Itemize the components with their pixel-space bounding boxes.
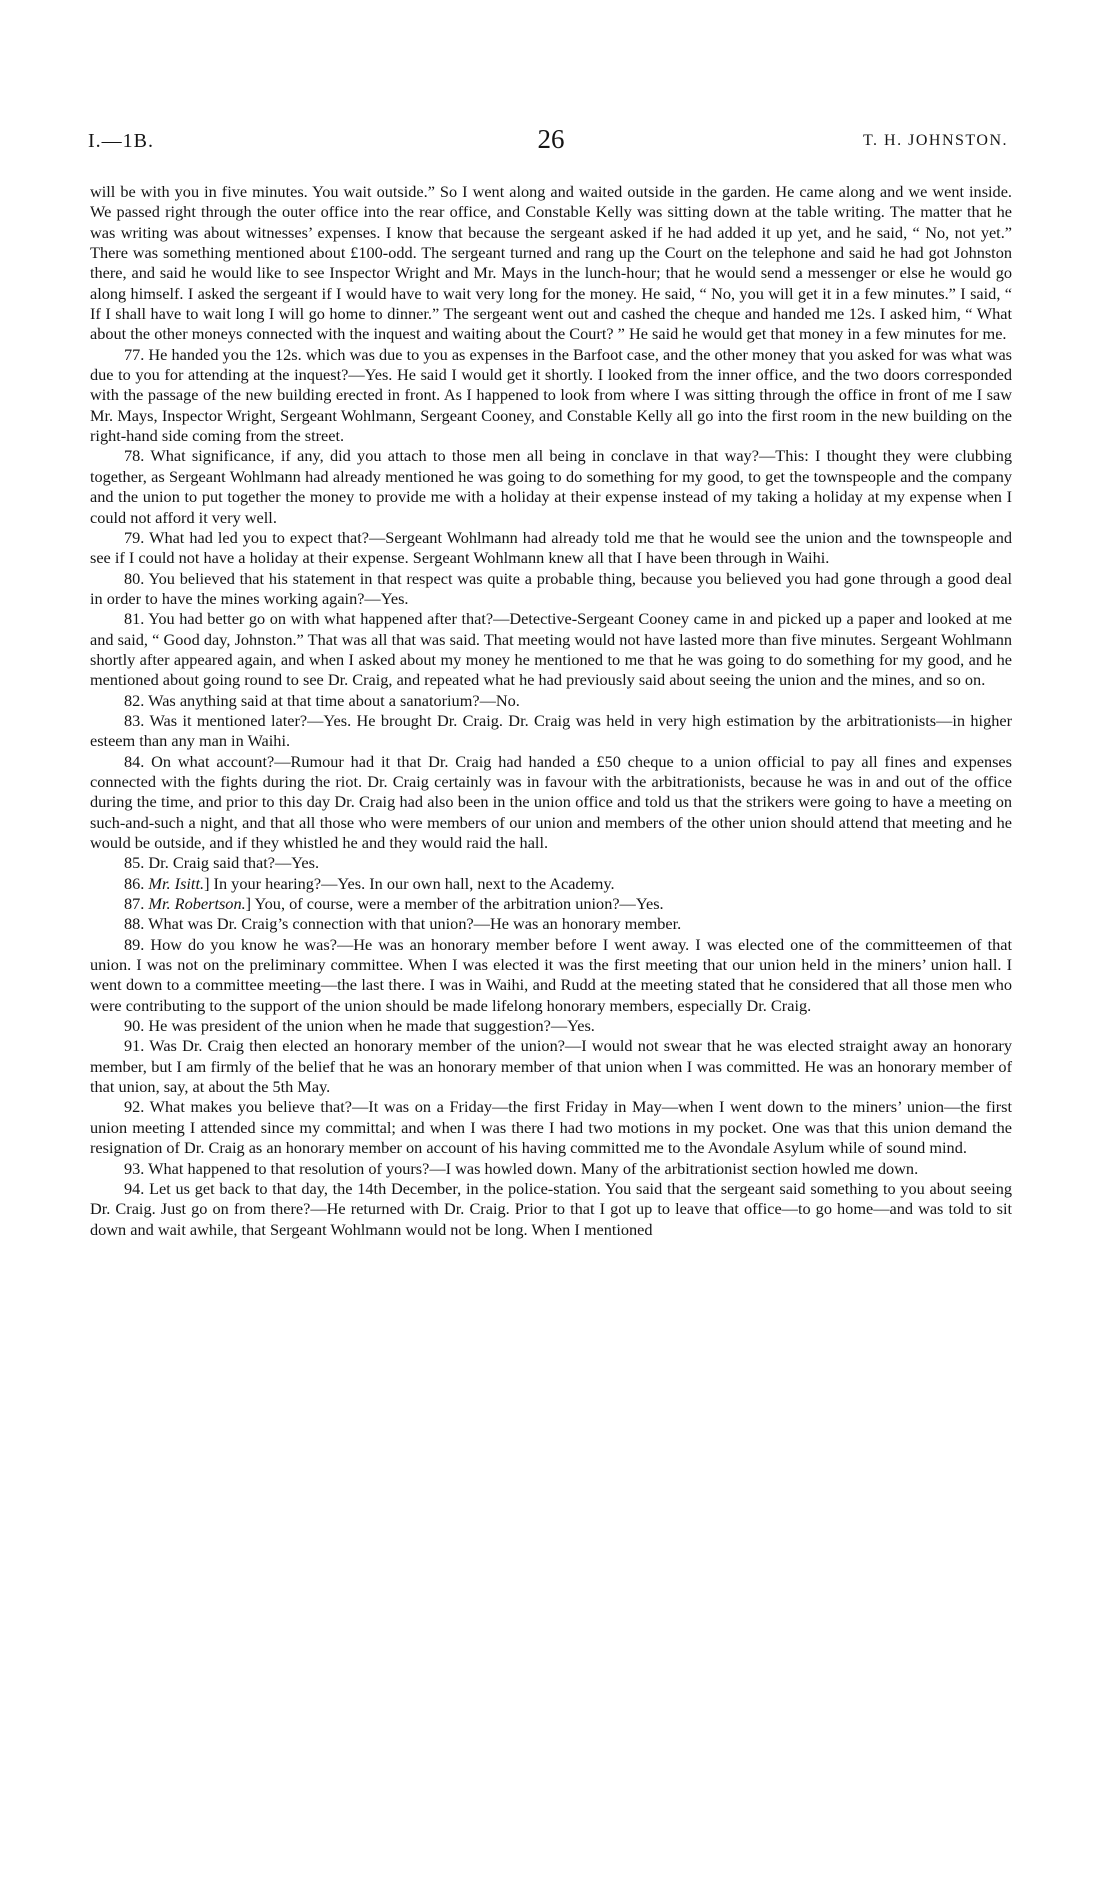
paragraph: 79. What had led you to expect that?—Sergeant Wohlmann had already told me that he would see the union and the townspeople and see if I could not have a holiday at their expense. Sergeant Wohlmann knew all that I have been through in Waihi. — [90, 527, 1012, 568]
paragraph: 91. Was Dr. Craig then elected an honorary member of the union?—I would not swear that he was elected straight away an honorary member, but I am firmly of the belief that he was an honorary member of that union when I was committed. He was an honorary member of that union, say, at about the 5th May. — [90, 1036, 1012, 1097]
paragraph: 82. Was anything said at that time about a sanatorium?—No. — [124, 690, 520, 710]
page-number: 26 — [537, 124, 565, 154]
paragraph: 84. On what account?—Rumour had it that Dr. Craig had handed a £50 cheque to a union official to pay all fines and expenses connected with the fights during the riot. Dr. Craig certainly was in favour with the arbitrationists, because he was in and out of the office during the time, and prior to this day Dr. Craig had also been in the union office and told us that the strikers were going to have a meeting on such-and-such a night, and that all those who were members of our union and members of the other union should attend that meeting and he would be outside, and if they whistled he and they would raid the hall. — [90, 751, 1012, 852]
paragraph: 89. How do you know he was?—He was an honorary member before I went away. I was elected one of the committeemen of that union. I was not on the preliminary committee. When I was elected it was the first meeting that our union held in the miners’ union hall. I went down to a committee meeting—the last there. I was in Waihi, and Rudd at the meeting stated that he considered that all those men who were contributing to the support of the union should be made lifelong honorary members, especially Dr. Craig. — [90, 934, 1012, 1015]
header-witness-name: T. H. JOHNSTON. — [862, 132, 1008, 149]
paragraph: 77. He handed you the 12s. which was due to you as expenses in the Barfoot case, and the other money that you asked for was what was due to you for attending at the inquest?—Yes. He said I would get it shortly. I looked from the inner office, and the two doors corresponded with the passage of the new building erected in front. As I happened to look from where I was sitting through the office in front of me I saw Mr. Mays, Inspector Wright, Sergeant Wohlmann, Sergeant Cooney, and Constable Kelly all go into the first room in the new building on the right-hand side coming from the street. — [90, 344, 1013, 446]
paragraph: 90. He was president of the union when he made that suggestion?—Yes. — [124, 1016, 595, 1036]
paragraph: 88. What was Dr. Craig’s connection with that union?—He was an honorary member. — [124, 914, 682, 934]
paragraph — [90, 874, 1012, 894]
question-number: 87. — [124, 894, 149, 914]
speaker-name: Mr. Isitt. — [148, 873, 205, 893]
paragraph: 93. What happened to that resolution of yours?—I was howled down. Many of the arbitrationist section howled me down. — [124, 1158, 919, 1178]
running-header — [88, 124, 1014, 160]
paragraph: 94. Let us get back to that day, the 14th December, in the police-station. You said that the sergeant said something to you about seeing Dr. Craig. Just go on from there?—He returned with Dr. Craig. Prior to that I got up to leave that office—to go home—and was told to sit down and wait awhile, that Sergeant Wohlmann would not be long. When I mentioned — [90, 1178, 1012, 1239]
paragraph-text: ] You, of course, were a member of the arbitration union?—Yes. — [245, 894, 664, 914]
paragraph — [90, 894, 1012, 914]
header-reference: I.—1B. — [88, 130, 154, 152]
paragraph: 80. You believed that his statement in that respect was quite a probable thing, because you believed you had gone through a good deal in order to have the mines working again?—Yes. — [90, 568, 1012, 608]
speaker-name: Mr. Robertson. — [148, 894, 246, 914]
paragraph: 83. Was it mentioned later?—Yes. He brought Dr. Craig. Dr. Craig was held in very high estimation by the arbitrationists—in higher esteem than any man in Waihi. — [90, 710, 1012, 751]
paragraph: 85. Dr. Craig said that?—Yes. — [124, 853, 320, 873]
question-number: 86. — [124, 873, 149, 893]
paragraph: 92. What makes you believe that?—It was on a Friday—the first Friday in May—when I went down to the miners’ union—the first union meeting I attended since my committal; and when I was there I had two motions in my pocket. One was that this union demand the resignation of Dr. Craig as an honorary member on account of his having committed me to the Avondale Asylum while of sound mind. — [90, 1097, 1012, 1158]
paragraph: 78. What significance, if any, did you attach to those men all being in conclave in that way?—This: I thought they were clubbing together, as Sergeant Wohlmann had already mentioned he was going to do something for my good, to get the townspeople and the company and the union to put together the money to provide me with a holiday at their expense instead of my taking a holiday at my expense when I could not afford it very well. — [90, 446, 1012, 527]
paragraph-text: ] In your hearing?—Yes. In our own hall, next to the Academy. — [204, 873, 615, 893]
paragraph: 81. You had better go on with what happened after that?—Detective-Sergeant Cooney came in and picked up a paper and looked at me and said, “ Good day, Johnston.” That was all that was said. That meeting would not have lasted more than five minutes. Sergeant Wohlmann shortly after appeared again, and when I asked about my money he mentioned to me that he was going to do something for my good, and he mentioned about going round to see Dr. Craig, and repeated what he had previously said about seeing the union and the mines, and so on. — [90, 609, 1012, 690]
paragraph: will be with you in five minutes. You wait outside.” So I went along and waited outside in the garden. He came along and we went inside. We passed right through the outer office into the rear office, and Constable Kelly was sitting down at the table writing. The matter that he was writing was about witnesses’ expenses. I know that because the sergeant asked if he had added it up yet, and he said, “ No, not yet.” There was something mentioned about £100-odd. The sergeant turned and rang up the Court on the telephone and said he had got Johnston there, and said he would like to see Inspector Wright and Mr. Mays in the lunch-hour; that he would send a messenger or else he would go along himself. I asked the sergeant if I would have to wait very long for the money. He said, “ No, you will get it in a few minutes.” I said, “ If I shall have to wait long I will go home to dinner.” The sergeant went out and cashed the cheque and handed me 12s. I asked him, “ What about the other moneys connected with the inquest and waiting about the Court? ” He said he would get that money in a few minutes for me. — [90, 182, 1012, 344]
body-text — [90, 182, 1012, 1240]
